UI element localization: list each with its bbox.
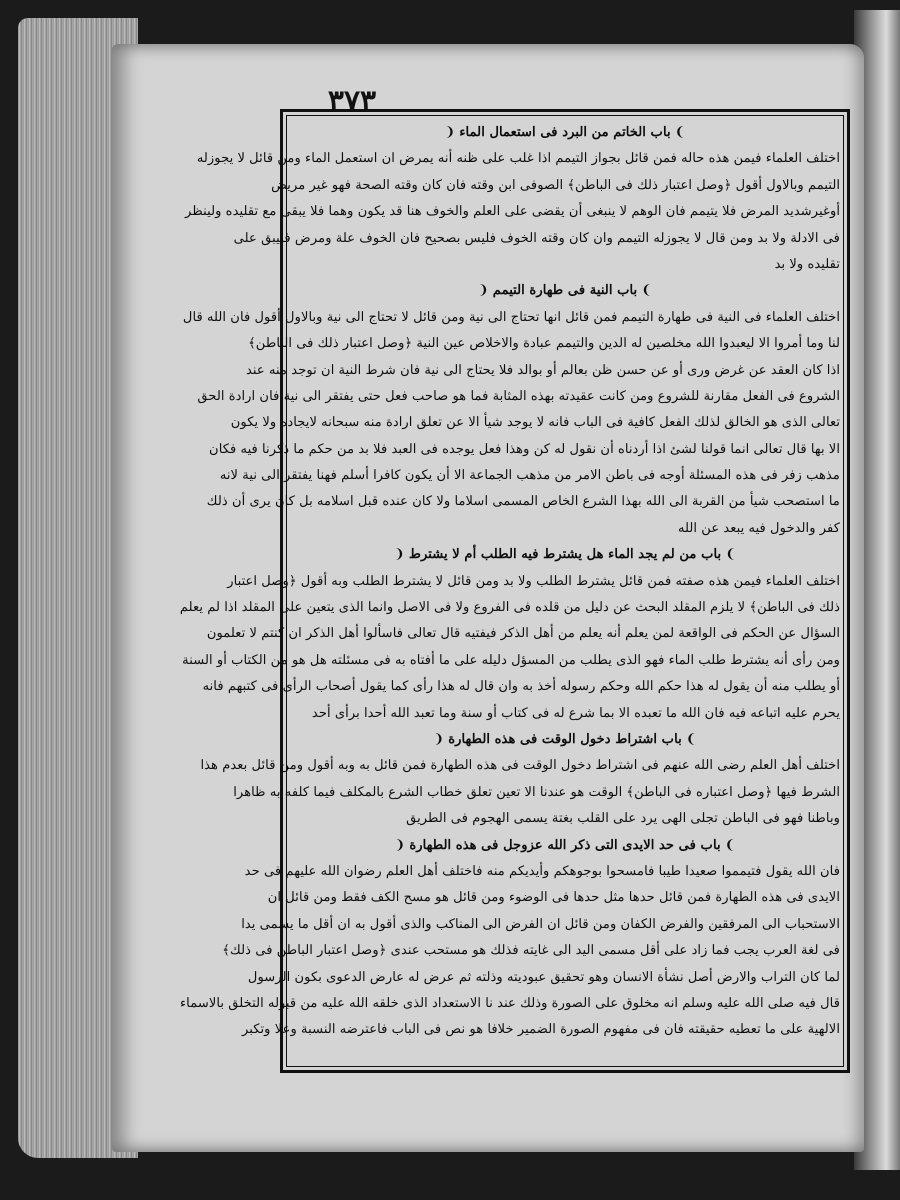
text-line: أو يطلب منه أن يقول له هذا حكم الله وحكم رسوله أخذ به وان قال له هذا رأى كما يقول أصحاب الرأى فى كتبهم فانه bbox=[202, 679, 840, 695]
heading-ornament-right: ❩ bbox=[641, 283, 653, 299]
text-line: ومن رأى أنه يشترط طلب الماء فهو الذى يطلب من المسؤل دليله على ما أفتاه به فى مسئلته هل هو من الكتاب أو السنة bbox=[182, 652, 840, 668]
text-line: الشرط فيها ﴿وصل اعتباره فى الباطن﴾ الوقت هو عندنا الا تعين تعلق خطاب الشرع بالمكلف فيما كلفه به ظاهرا bbox=[233, 784, 840, 800]
text-line: أوغيرشديد المرض فلا يتيمم فان الوهم لا ينبغى أن يقضى على العلم والخوف هنا قد يكون وهما فلا يبقى مع تقليده ولينظر bbox=[185, 204, 840, 220]
text-line: مذهب زفر فى هذه المسئلة أوجه فى باطن الامر من مذهب الجماعة الا أن يكون كافرا أسلم فهنا يفتقر الى نية لانه bbox=[219, 468, 840, 484]
section-heading-text: باب النية فى طهارة التيمم bbox=[492, 283, 638, 299]
text-line: فى لغة العرب يجب فما زاد على أقل مسمى اليد الى غايته فذلك هو مستحب عندى ﴿وصل اعتبار الباطن فى ذلك﴾ bbox=[222, 943, 840, 959]
text-line: يحرم عليه اتباعه فيه فان الله ما تعبده الا بما شرع له فى كتاب أو سنة وما تعبد الله أحدا برأى أحد bbox=[311, 705, 840, 721]
text-line: الايدى فى هذه الطهارة فمن قائل حدها مثل حدها فى الوضوء ومن قائل هو مسح الكف فقط ومن قائل ان bbox=[267, 890, 840, 906]
text-line: فى الادلة ولا بد ومن قال لا يجوزله التيمم وان كان وقته الخوف فليس بصحيح فان الخوف علة ومرض فليبق على bbox=[233, 230, 840, 246]
text-line: تعالى الذى هو الخالق لذلك الفعل كافية فى الباب فانه لا يوجد شيأ الا عن تعلق ارادة منه سبحانه لايجاده ولا يكون bbox=[230, 415, 840, 431]
section-heading bbox=[290, 120, 840, 146]
section-heading-text: باب فى حد الايدى التى ذكر الله عزوجل فى هذه الطهارة bbox=[409, 837, 721, 853]
page-number: ٣٧٣ bbox=[327, 84, 377, 119]
heading-ornament-left: ❨ bbox=[393, 547, 405, 563]
heading-ornament-right: ❩ bbox=[725, 547, 737, 563]
section-heading-text: باب الخاتم من البرد فى استعمال الماء bbox=[459, 125, 671, 140]
text-line: الا بها قال تعالى انما قولنا لشئ اذا أردناه أن نقول له كن وهذا فعل يوجده فى العبد فلا بد من حكم ما ذكرنا فيه فكان bbox=[209, 441, 840, 457]
section-heading-text: باب اشتراط دخول الوقت فى هذه الطهارة bbox=[448, 731, 682, 747]
text-line: فان الله يقول فتيمموا صعيدا طيبا فامسحوا بوجوهكم وأيديكم منه فاختلف أهل العلم رضوان الله عليهم فى حد bbox=[244, 863, 840, 879]
text-line: ذلك فى الباطن﴾ لا يلزم المقلد البحث عن دليل من قلده فى الفروع ولا فى الاصل وانما الذى يتعين على المقلد اذا لم يعلم bbox=[179, 600, 840, 616]
text-line: وباطنا فهو فى الباطن تجلى الهى يرد على القلب بغتة يسمى الهجوم فى الطريق bbox=[406, 811, 840, 827]
heading-ornament-right: ❩ bbox=[674, 125, 686, 140]
text-line: الاستحباب الى المرفقين والفرض الكفان ومن قائل ان الفرض الى المناكب والذى أقول به ان أقل ما يسمى يدا bbox=[241, 916, 840, 932]
text-line: اختلف العلماء فى النية فى طهارة التيمم فمن قائل انها تحتاج الى نية ومن قائل لا تحتاج الى نية وبالاول أقول فان الله قال bbox=[182, 309, 840, 325]
text-line: السؤال عن الحكم فى الواقعة لمن يعلم أنه يعلم من أهل الذكر فيفتيه قال تعالى فاسألوا أهل الذكر ان كنتم لا تعلمون bbox=[206, 626, 840, 642]
text-line: قال فيه صلى الله عليه وسلم انه مخلوق على الصورة وذلك عند نا الاستعداد الذى خلقه الله عليه من قبوله التخلق بالاسماء bbox=[179, 995, 840, 1011]
text-line: اختلف العلماء فيمن هذه حاله فمن قائل بجواز التيمم اذا غلب على ظنه أنه يمرض ان استعمل الماء ومن قائل لا يجوزله bbox=[196, 151, 840, 167]
text-line: اذا كان العقد عن غرض ورى أو عن حسن ظن بعالم أو بوالد فلا يحتاج الى نية فان شرط النية ان توجد منه عند bbox=[246, 362, 840, 378]
text-line: اختلف العلماء فيمن هذه صفته فمن قائل يشترط الطلب ولا بد ومن قائل لا يشترط الطلب وبه أقول ﴿وصل اعتبار bbox=[227, 573, 840, 589]
text-block bbox=[179, 120, 840, 1064]
text-line: لنا وما أمروا الا ليعبدوا الله مخلصين له الدين والتيمم عبادة والاخلاص عين النية ﴿وصل اعتبار ذلك فى الباطن﴾ bbox=[248, 336, 840, 352]
heading-ornament-right: ❩ bbox=[724, 837, 736, 853]
text-line: اختلف أهل العلم رضى الله عنهم فى اشتراط دخول الوقت فى هذه الطهارة فمن قائل به وبه أقول ومن قائل بعدم هذا bbox=[200, 758, 840, 774]
section-heading bbox=[290, 542, 840, 568]
text-line: الشروع فى الفعل مقارنة للشروع ومن كانت عقيدته بهذه المثابة فما هو صاحب فعل حتى يفتقر الى نية فان ارادة الحق bbox=[197, 388, 840, 404]
text-line: تقليده ولا بد bbox=[774, 256, 840, 272]
section-heading bbox=[290, 833, 840, 859]
heading-ornament-left: ❨ bbox=[394, 837, 406, 853]
heading-ornament-right: ❩ bbox=[685, 731, 697, 747]
text-line: كفر والدخول فيه يبعد عن الله bbox=[677, 520, 840, 536]
section-heading bbox=[290, 727, 840, 753]
section-heading bbox=[290, 278, 840, 304]
text-line: التيمم وبالاول أقول ﴿وصل اعتبار ذلك فى الباطن﴾ الصوفى ابن وقته فان كان وقته الصحة فهو غير مريض bbox=[271, 177, 840, 193]
heading-ornament-left: ❨ bbox=[444, 125, 456, 140]
heading-ornament-left: ❨ bbox=[477, 283, 489, 299]
text-line: ما استصحب شيأ من القربة الى الله بهذا الشرع الخاص المسمى اسلاما ولا كان عنده قبل اسلامه بل كان يرى أن ذلك bbox=[206, 494, 840, 510]
heading-ornament-left: ❨ bbox=[433, 731, 445, 747]
section-heading-text: باب من لم يجد الماء هل يشترط فيه الطلب أم لا يشترط bbox=[408, 547, 722, 563]
text-line: الالهية على ما تعطيه حقيقته فان فى مفهوم الصورة الضمير خلافا هو نص فى الباب فاعترضه النسبة وعلا وتكبر bbox=[241, 1022, 840, 1038]
text-line: لما كان التراب والارض أصل نشأة الانسان وهو تحقيق عبوديته وذلته ثم عرض له عارض الدعوى بكون الرسول bbox=[247, 969, 840, 985]
